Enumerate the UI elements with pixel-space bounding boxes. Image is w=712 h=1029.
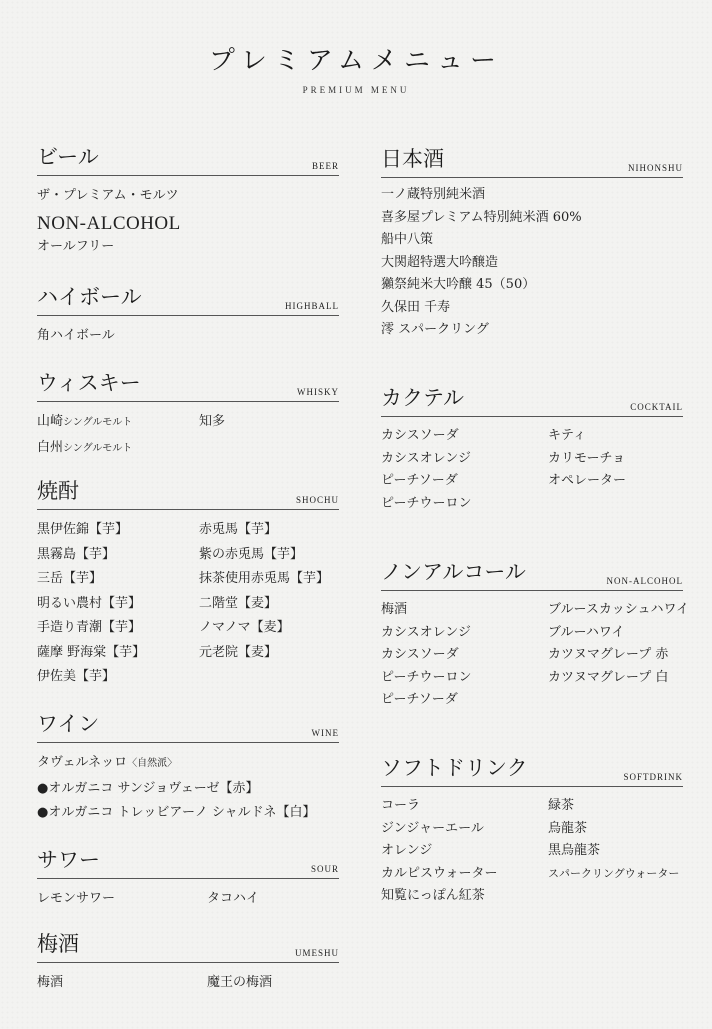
section-softdrink [381,756,683,908]
menu-item: スパークリングウォーター [548,866,680,880]
section-header [37,285,339,316]
section-title: 梅酒 [37,932,79,956]
menu-item: 白州シングルモルト [37,439,133,455]
section-nihonshu [381,147,683,342]
menu-item: 知多 [199,414,226,429]
menu-item: 魔王の梅酒 [207,975,273,990]
menu-item: 船中八策 [381,232,434,247]
menu-item: コーラ [381,798,421,813]
menu-item: ●オルガニコ トレッビアーノ シャルドネ【白】 [37,805,316,820]
menu-item: 大関超特選大吟醸造 [381,254,499,270]
section-title: ウィスキー [37,371,141,395]
section-title: 焼酎 [37,479,79,503]
page-title: プレミアムメニュー [208,46,504,76]
menu-item: 元老院【麦】 [199,644,278,660]
menu-item: カリモーチョ [548,450,626,466]
section-title-en: COCKTAIL [630,402,683,412]
section-header [381,386,683,417]
section-title-en: UMESHU [294,948,339,958]
menu-item: 一ノ蔵特別純米酒 [381,187,486,202]
section-title-en: HIGHBALL [285,301,339,311]
menu-item: ●オルガニコ サンジョヴェーゼ【赤】 [37,780,259,796]
menu-item: カシスソーダ [381,647,459,662]
menu-item: カルピスウォーター [381,865,498,881]
section-title-en: BEER [311,161,339,171]
section-title: ワイン [37,712,100,736]
menu-item: 紫の赤兎馬【芋】 [199,546,304,562]
menu-item: オールフリー [37,238,115,254]
menu-item: 喜多屋プレミアム特別純米酒 60% [381,209,582,225]
section-title: ハイボール [37,285,142,309]
section-wine [37,712,339,826]
menu-item: レモンサワー [37,891,116,906]
menu-item: 薩摩 野海棠【芋】 [37,644,146,660]
menu-item: 三岳【芋】 [37,571,103,586]
menu-item: ピーチウーロン [381,669,472,685]
menu-item: オペレーター [548,473,627,488]
nonalcohol-label: NON-ALCOHOL [37,212,181,234]
menu-item: 黒霧島【芋】 [37,546,116,562]
menu-item: 明るい農村【芋】 [37,595,142,611]
section-nonalcohol [381,560,690,712]
section-title-en: SHOCHU [295,495,339,505]
menu-item: 手造り青潮【芋】 [37,620,142,635]
menu-item: カシスオレンジ [381,450,471,466]
menu-item: 久保田 千寿 [381,299,451,315]
section-header [381,756,683,787]
menu-header [0,40,712,95]
section-shochu [37,479,339,690]
section-title: ビール [37,145,99,169]
menu-item: タヴェルネッロ〈自然派〉 [37,755,178,770]
section-title: 日本酒 [381,147,444,171]
section-title: カクテル [381,386,464,410]
section-cocktail [381,386,683,515]
section-title-en: NON-ALCOHOL [606,576,683,586]
menu-item: 知覧にっぽん紅茶 [381,888,485,903]
section-title-en: SOFTDRINK [623,772,683,782]
section-header [37,145,339,176]
section-header [381,560,683,591]
section-beer [37,145,339,257]
menu-item: 獺祭純米大吟醸 45（50） [381,277,536,292]
menu-item: ノマノマ【麦】 [199,620,290,635]
menu-item: 伊佐美【芋】 [37,669,116,684]
section-title-en: WINE [311,728,339,738]
menu-item: 緑茶 [548,798,575,813]
menu-item: カツヌマグレープ 赤 [548,647,669,662]
section-header [381,147,683,178]
menu-item: タコハイ [207,891,260,906]
menu-item: ピーチウーロン [381,495,472,511]
menu-item: 澪 スパークリング [381,322,489,337]
menu-item: 赤兎馬【芋】 [199,522,278,537]
page-subtitle: PREMIUM MENU [302,85,410,95]
menu-item: カシスオレンジ [381,624,471,640]
menu-item: 梅酒 [381,602,408,617]
menu-item: オレンジ [381,843,433,858]
menu-item: ピーチソーダ [381,473,458,488]
section-title-en: NIHONSHU [628,163,683,173]
menu-item: ブルースカッシュハワイ [548,602,690,617]
section-title: ソフトドリンク [381,756,528,780]
menu-item: 抹茶使用赤兎馬【芋】 [199,571,330,586]
section-sour [37,848,339,912]
menu-item: 梅酒 [37,975,64,990]
section-title-en: WHISKY [297,387,339,397]
menu-item: 角ハイボール [37,328,115,343]
section-umeshu [37,932,339,996]
menu-item: ブルーハワイ [548,624,625,640]
menu-item: 二階堂【麦】 [199,595,278,611]
menu-item: ザ・プレミアム・モルツ [37,188,179,203]
menu-item: 山崎シングルモルト [37,414,133,429]
section-header [37,479,339,510]
menu-item: カシスソーダ [381,428,459,443]
section-header [37,932,339,963]
section-highball [37,285,339,349]
section-title: ノンアルコール [381,560,526,584]
menu-item: ピーチソーダ [381,692,458,707]
menu-item: キティ [548,428,586,443]
menu-item: 黒伊佐錦【芋】 [37,522,129,537]
menu-item: 黒烏龍茶 [548,843,601,858]
section-title: サワー [37,848,100,872]
menu-item: 烏龍茶 [548,820,588,836]
section-header [37,712,339,743]
section-whisky [37,371,339,461]
section-title-en: SOUR [310,864,339,874]
section-header [37,848,339,879]
menu-item: ジンジャーエール [381,820,484,836]
menu-item: カツヌマグレープ 白 [548,669,669,685]
section-header [37,371,339,402]
